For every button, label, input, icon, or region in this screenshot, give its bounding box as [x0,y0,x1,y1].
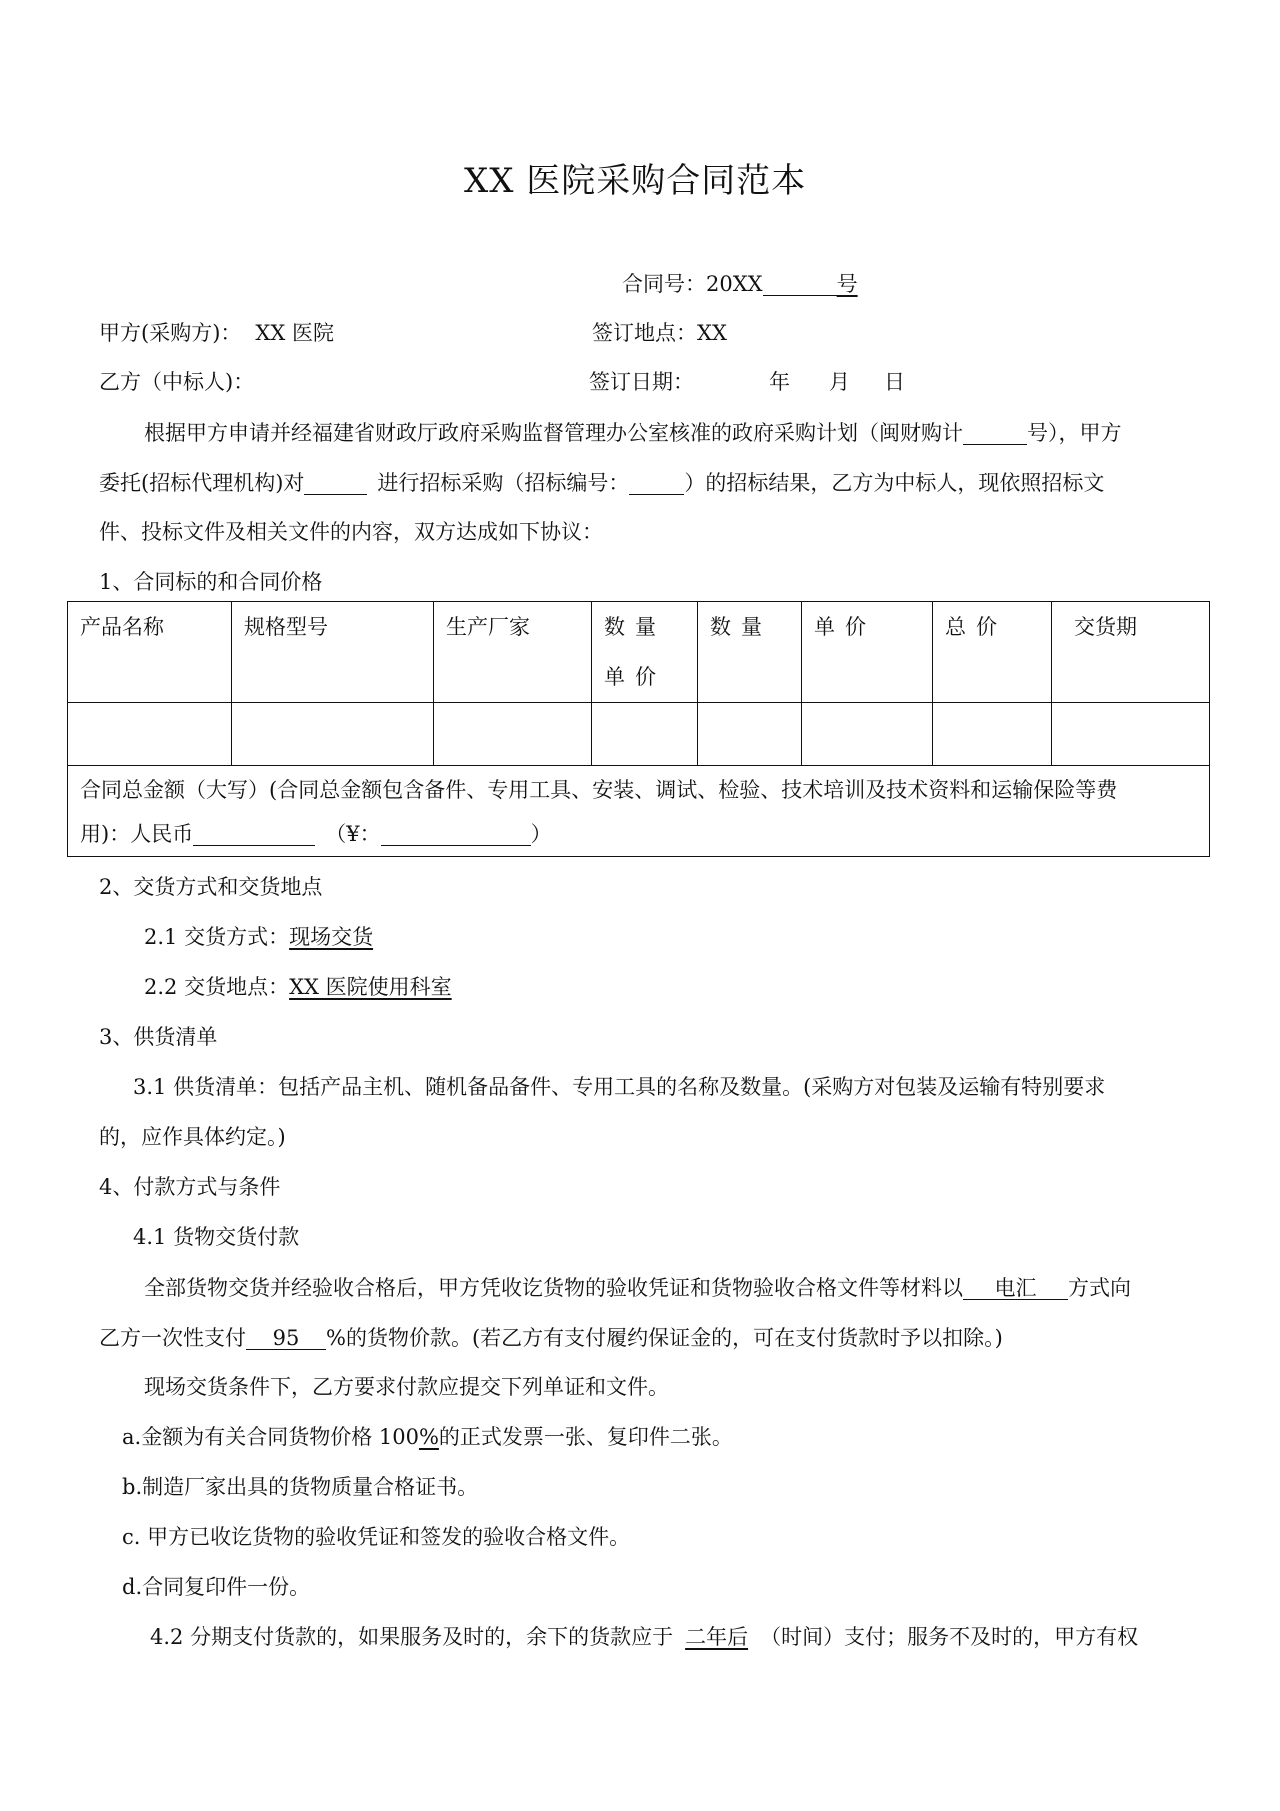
header-quantity-unit-text: 数量单价 [604,615,666,689]
header-unit-price: 单价 [802,602,933,703]
table-total-row [68,766,1210,857]
total-amount-line-1: 合同总金额（大写）(合同总金额包含备件、专用工具、安装、调试、检验、技术培训及技术资料和运输保险等费 [80,778,1118,802]
sign-date-day: 日 [884,370,905,394]
intro-text: 进行招标采购（招标编号： [377,471,630,495]
table-cell [802,703,933,766]
sign-date-year: 年 [769,370,790,394]
sign-place-label: 签订地点： [592,321,697,345]
intro-text: ）的招标结果，乙方为中标人，现依照招标文 [684,471,1105,495]
installment-text: 4.2 分期支付货款的，如果服务及时的，余下的货款应于 [150,1625,674,1649]
plan-number-blank [963,422,1027,445]
table-cell [933,703,1052,766]
document-item-b: b.制造厂家出具的货物质量合格证书。 [122,1475,479,1499]
table-cell [232,703,434,766]
tender-number-blank [629,472,684,495]
payment-subheading: 4.1 货物交货付款 [133,1225,300,1249]
document-title: XX 医院采购合同范本 [464,161,807,201]
section-3-heading: 3、供货清单 [99,1025,218,1049]
delivery-method-value: 现场交货 [289,925,374,949]
total-amount-rmb-label: 用)：人民币 [80,822,194,846]
header-total-price: 总价 [933,602,1052,703]
table-cell [698,703,802,766]
party-b [99,372,254,393]
intro-text: 号），甲方 [1027,421,1122,445]
rmb-amount-blank [193,823,315,846]
installment-payment [150,1627,1138,1648]
party-a [99,323,334,344]
delivery-place-value: XX 医院使用科室 [289,975,452,999]
section-1-heading: 1、合同标的和合同价格 [99,570,323,594]
header-product-name: 产品名称 [68,602,232,703]
yen-amount-blank [381,823,531,846]
payment-text: 方式向 [1068,1276,1131,1300]
document-item-d: d.合同复印件一份。 [122,1575,311,1599]
payment-text: 全部货物交货并经验收合格后，甲方凭收讫货物的验收凭证和货物验收合格文件等材料以 [144,1276,963,1300]
payment-text: %的货物价款。(若乙方有支付履约保证金的，可在支付货款时予以扣除。) [326,1326,1003,1350]
delivery-place [144,977,452,998]
header-quantity-unit [592,602,698,703]
sign-place [592,323,727,344]
table-cell [1052,703,1210,766]
total-amount-line-2 [80,812,1203,856]
payment-line-2 [99,1327,1003,1350]
table-cell [434,703,592,766]
payment-text: 乙方一次性支付 [99,1326,246,1350]
installment-text: （时间）支付；服务不及时的，甲方有权 [760,1625,1139,1649]
supply-list-line-1: 3.1 供货清单：包括产品主机、随机备品备件、专用工具的名称及数量。(采购方对包装及运输有特别要求 [133,1075,1106,1099]
contract-number-suffix: 号 [836,272,858,296]
delivery-place-label: 2.2 交货地点： [144,975,290,999]
document-item-c: c. 甲方已收讫货物的验收凭证和签发的验收合格文件。 [122,1525,631,1549]
party-a-label: 甲方(采购方)： [99,321,242,345]
intro-line-3: 件、投标文件及相关文件的内容，双方达成如下协议： [99,520,603,544]
documents-intro: 现场交货条件下，乙方要求付款应提交下列单证和文件。 [144,1375,669,1399]
yen-label: （¥： [325,822,381,846]
intro-text: 根据甲方申请并经福建省财政厅政府采购监督管理办公室核准的政府采购计划（闽财购计 [144,421,963,445]
intro-line-1 [144,422,1122,445]
header-spec-model: 规格型号 [232,602,434,703]
header-delivery-period: 交货期 [1052,602,1210,703]
sign-date-label: 签订日期： [589,370,694,394]
document-item-mark: % [418,1425,439,1449]
payment-line-1 [144,1277,1131,1300]
intro-line-2 [99,472,1104,495]
delivery-method-label: 2.1 交货方式： [144,925,290,949]
table-header-row [68,602,1210,703]
sign-date-month: 月 [829,370,850,394]
total-amount-cell [68,766,1210,857]
installment-term: 二年后 [685,1625,749,1649]
payment-percent-value: 95 [246,1327,326,1350]
supply-list-line-2: 的，应作具体约定。) [99,1125,286,1149]
document-item-text: a.金额为有关合同货物价格 100 [122,1425,419,1449]
contract-number-blank [763,273,837,296]
contract-number-label: 合同号：20XX [622,272,763,296]
header-quantity: 数量 [698,602,802,703]
party-b-label: 乙方（中标人)： [99,370,255,394]
contract-number [622,273,858,296]
sign-date [589,372,694,393]
section-4-heading: 4、付款方式与条件 [99,1175,281,1199]
payment-method-value: 电汇 [963,1277,1068,1300]
table-cell [592,703,698,766]
document-item-a [122,1427,733,1448]
goods-table [67,601,1210,857]
delivery-method [144,927,373,948]
intro-text: 委托(招标代理机构)对 [99,471,305,495]
section-2-heading: 2、交货方式和交货地点 [99,875,323,899]
yen-close: ） [530,822,552,846]
table-row [68,703,1210,766]
header-manufacturer: 生产厂家 [434,602,592,703]
table-cell [68,703,232,766]
party-a-value: XX 医院 [255,321,334,345]
project-blank [304,472,367,495]
sign-place-value: XX [697,321,727,345]
document-item-text: 的正式发票一张、复印件二张。 [438,1425,733,1449]
